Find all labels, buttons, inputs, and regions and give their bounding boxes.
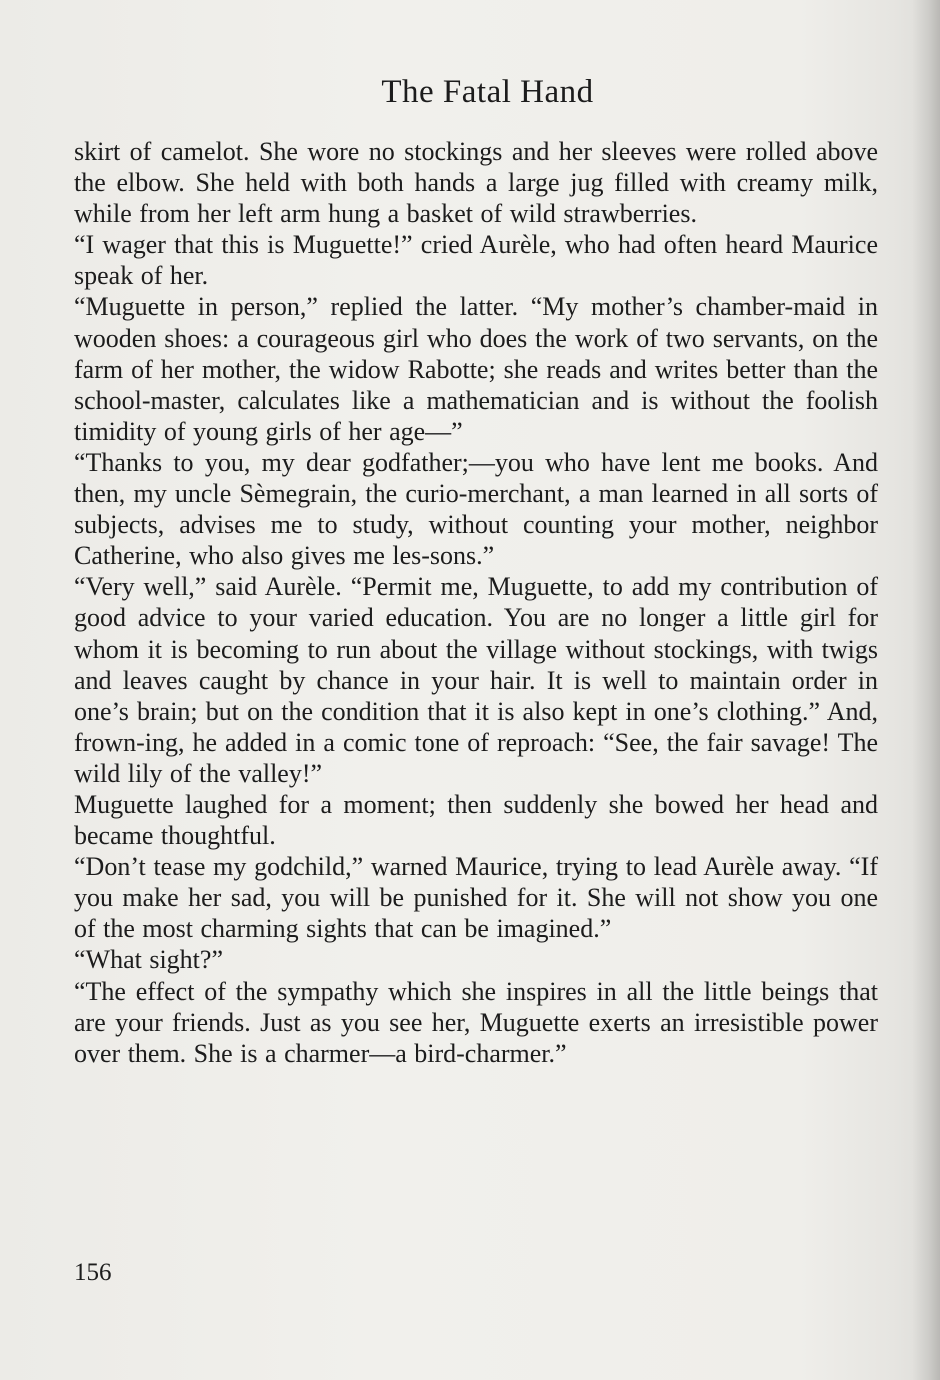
paragraph: Muguette laughed for a moment; then suddenly she bowed her head and became thoughtful. <box>74 789 878 851</box>
paragraph: “I wager that this is Muguette!” cried Aurèle, who had often heard Maurice speak of her. <box>74 230 878 291</box>
paragraph: skirt of camelot. She wore no stockings and her sleeves were rolled above the elbow. She held with both hands a large jug filled with creamy milk, while from her left arm hung a basket of wild strawberries. <box>74 137 878 229</box>
body-text <box>74 136 878 1069</box>
paragraph: “Very well,” said Aurèle. “Permit me, Muguette, to add my contribution of good advice to your varied education. You are no longer a little girl for whom it is becoming to run about the village without stockings, with twigs and leaves caught by chance in your hair. It is well to maintain order in one’s brain; but on the condition that it is also kept in one’s clothing.” And, frown-ing, he added in a comic tone of reproach: “See, the fair savage! The wild lily of the valley!” <box>74 572 878 788</box>
paragraph: “The effect of the sympathy which she inspires in all the little beings that are your friends. Just as you see her, Muguette exerts an irresistible power over them. She is a charmer—a bird-charmer.” <box>74 976 878 1068</box>
paragraph: “Thanks to you, my dear godfather;—you who have lent me books. And then, my uncle Sèmegrain, the curio-merchant, a man learned in all sorts of subjects, advises me to study, without counting your mother, neighbor Catherine, who also gives me les-sons.” <box>74 447 878 571</box>
paragraph: “Muguette in person,” replied the latter. “My mother’s chamber-maid in wooden shoes: a courageous girl who does the work of two servants, on the farm of her mother, the widow Rabotte; she reads and writes better than the school-master, calculates like a mathematician and is without the foolish timidity of young girls of her age—” <box>74 292 878 446</box>
page-number: 156 <box>74 1259 112 1286</box>
paragraph: “What sight?” <box>74 945 223 975</box>
page-edge-shadow <box>912 0 940 1380</box>
running-head: The Fatal Hand <box>381 74 594 110</box>
paragraph: “Don’t tease my godchild,” warned Maurice, trying to lead Aurèle away. “If you make her sad, you will be punished for it. She will not show you one of the most charming sights that can be imagined.” <box>74 852 878 944</box>
